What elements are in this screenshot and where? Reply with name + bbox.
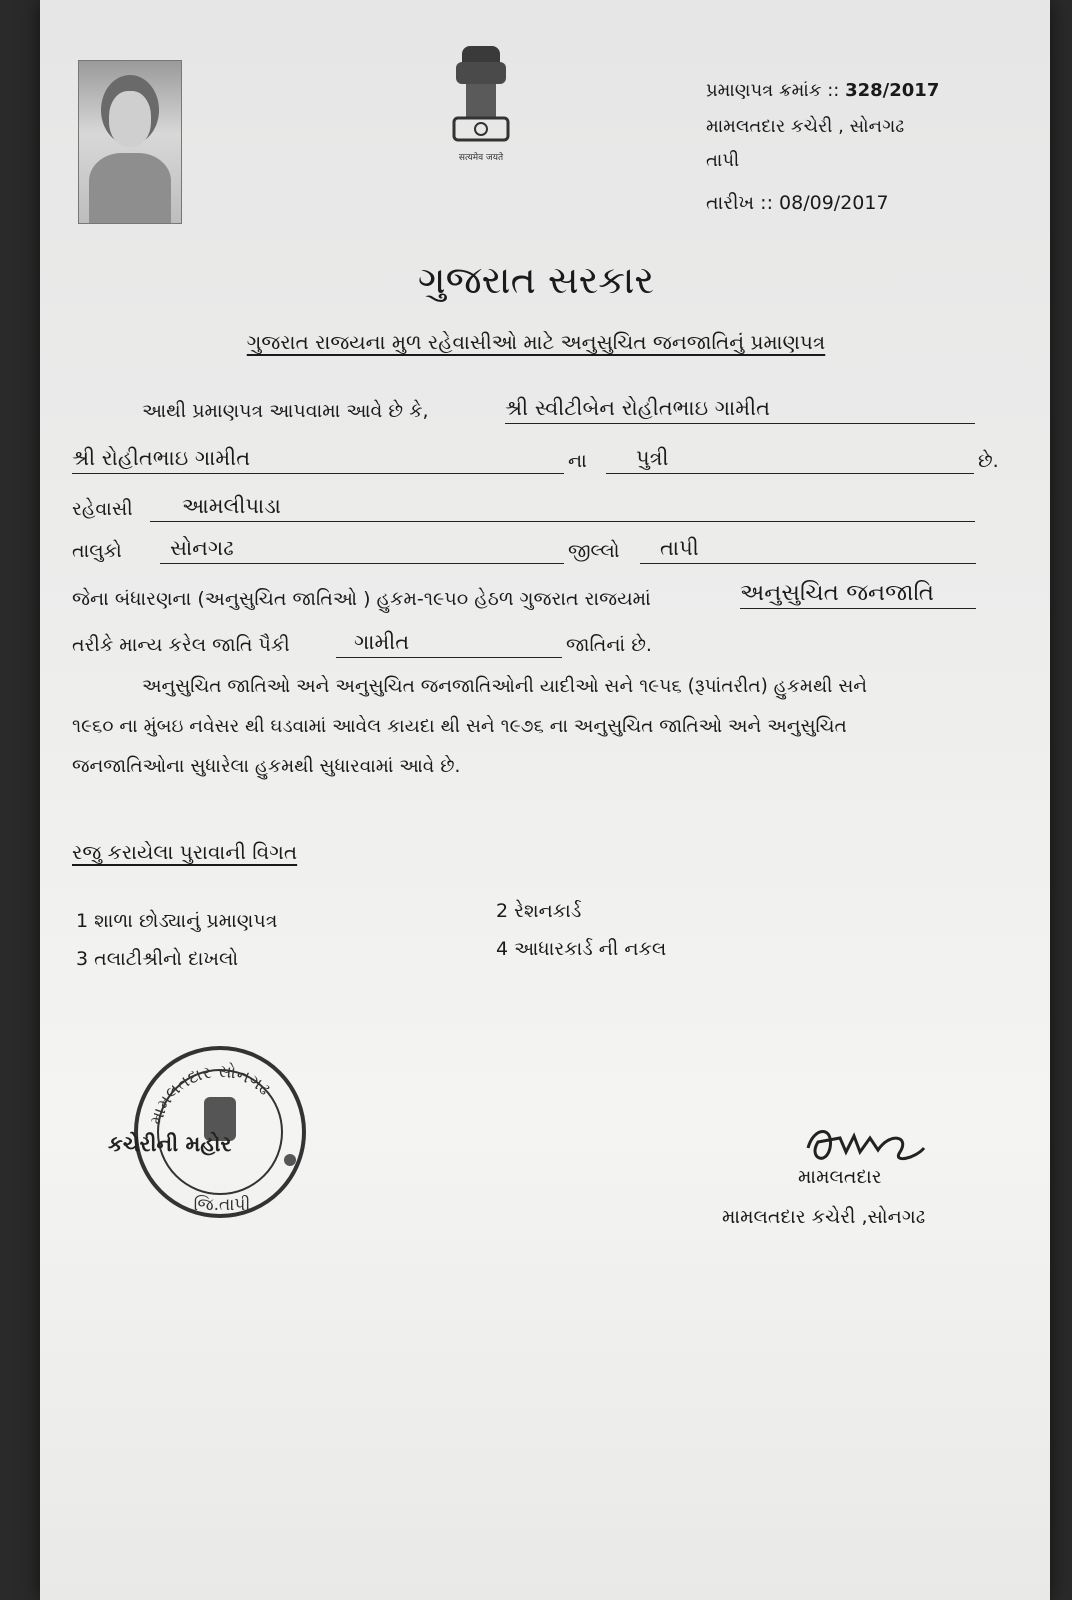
is-label: છે. — [978, 450, 999, 472]
relation: પુત્રી — [606, 446, 974, 474]
document-title: ગુજરાત સરકાર — [417, 258, 655, 302]
intro-text: આથી પ્રમાણપત્ર આપવામા આવે છે કે, — [142, 400, 429, 422]
caste-value: ગામીત — [336, 630, 562, 658]
applicant-photo — [78, 60, 182, 224]
district-label: જીલ્લો — [568, 540, 620, 562]
certificate-date: તારીખ :: 08/09/2017 — [706, 192, 889, 214]
evidence-item-2: 2 રેશનકાર્ડ — [496, 900, 582, 922]
signatory-designation: મામલતદાર — [798, 1166, 882, 1188]
paragraph-line-1: અનુસુચિત જાતિઓ અને અનુસુચિત જનજાતિઓની યાદીઓ સને ૧૯૫૬ (રૂપાંતરીત) હુકમથી સને — [142, 676, 868, 697]
evidence-heading: રજુ કરાયેલા પુરાવાની વિગત — [72, 840, 298, 864]
certificate-paper — [40, 0, 1050, 1600]
national-emblem-icon — [440, 40, 522, 170]
issuing-office: મામલતદાર કચેરી , સોનગઢ — [706, 116, 905, 137]
district-value: તાપી — [640, 536, 976, 564]
seal-label: કચેરીની મહોર — [108, 1132, 232, 1156]
evidence-item-1: 1 શાળા છોડ્યાનું પ્રમાણપત્ર — [76, 910, 278, 932]
emblem-motto: सत्यमेव जयते — [458, 153, 504, 163]
residence-label: રહેવાસી — [72, 498, 133, 520]
issuing-district: તાપી — [706, 150, 740, 171]
svg-text:જિ.તાપી: જિ.તાપી — [193, 1195, 251, 1215]
residence-value: આમલીપાડા — [150, 494, 975, 522]
paragraph-line-3: જનજાતિઓના સુધારેલા હુકમથી સુધારવામાં આવે છે. — [72, 756, 461, 777]
svg-text:મામલતદાર સોનગઢ: મામલતદાર સોનગઢ — [146, 1061, 275, 1128]
evidence-item-3: 3 તલાટીશ્રીનો દાખલો — [76, 948, 239, 970]
evidence-item-4: 4 આધારકાર્ડ ની નકલ — [496, 938, 667, 960]
taluka-label: તાલુકો — [72, 540, 122, 562]
order-text: જેના બંધારણના (અનુસુચિત જાતિઓ ) હુકમ-૧૯૫૦ હેઠળ ગુજરાત રાજયમાં — [72, 588, 651, 610]
document-subtitle: ગુજરાત રાજયના મુળ રહેવાસીઓ માટે અનુસુચિત જનજાતિનું પ્રમાણપત્ર — [246, 330, 826, 354]
category-value: અનુસુચિત જનજાતિ — [740, 580, 976, 609]
taluka-value: સોનગઢ — [160, 536, 564, 564]
of-label: ના — [568, 450, 587, 472]
certificate-number: પ્રમાણપત્ર ક્રમાંક :: 328/2017 — [706, 80, 940, 101]
paragraph-line-2: ૧૯૬૦ ના મુંબઇ નવેસર થી ઘડવામાં આવેલ કાયદા થી સને ૧૯૭૬ ના અનુસુચિત જાતિઓ અને અનુસુચિત — [72, 716, 847, 737]
recognized-text: તરીકે માન્ય કરેલ જાતિ પૈકી — [72, 634, 290, 656]
applicant-name: શ્રી સ્વીટીબેન રોહીતભાઇ ગામીત — [505, 396, 975, 424]
caste-suffix: જાતિનાં છે. — [566, 634, 652, 656]
signatory-office: મામલતદાર કચેરી ,સોનગઢ — [722, 1206, 926, 1228]
father-name: શ્રી રોહીતભાઇ ગામીત — [72, 446, 564, 474]
